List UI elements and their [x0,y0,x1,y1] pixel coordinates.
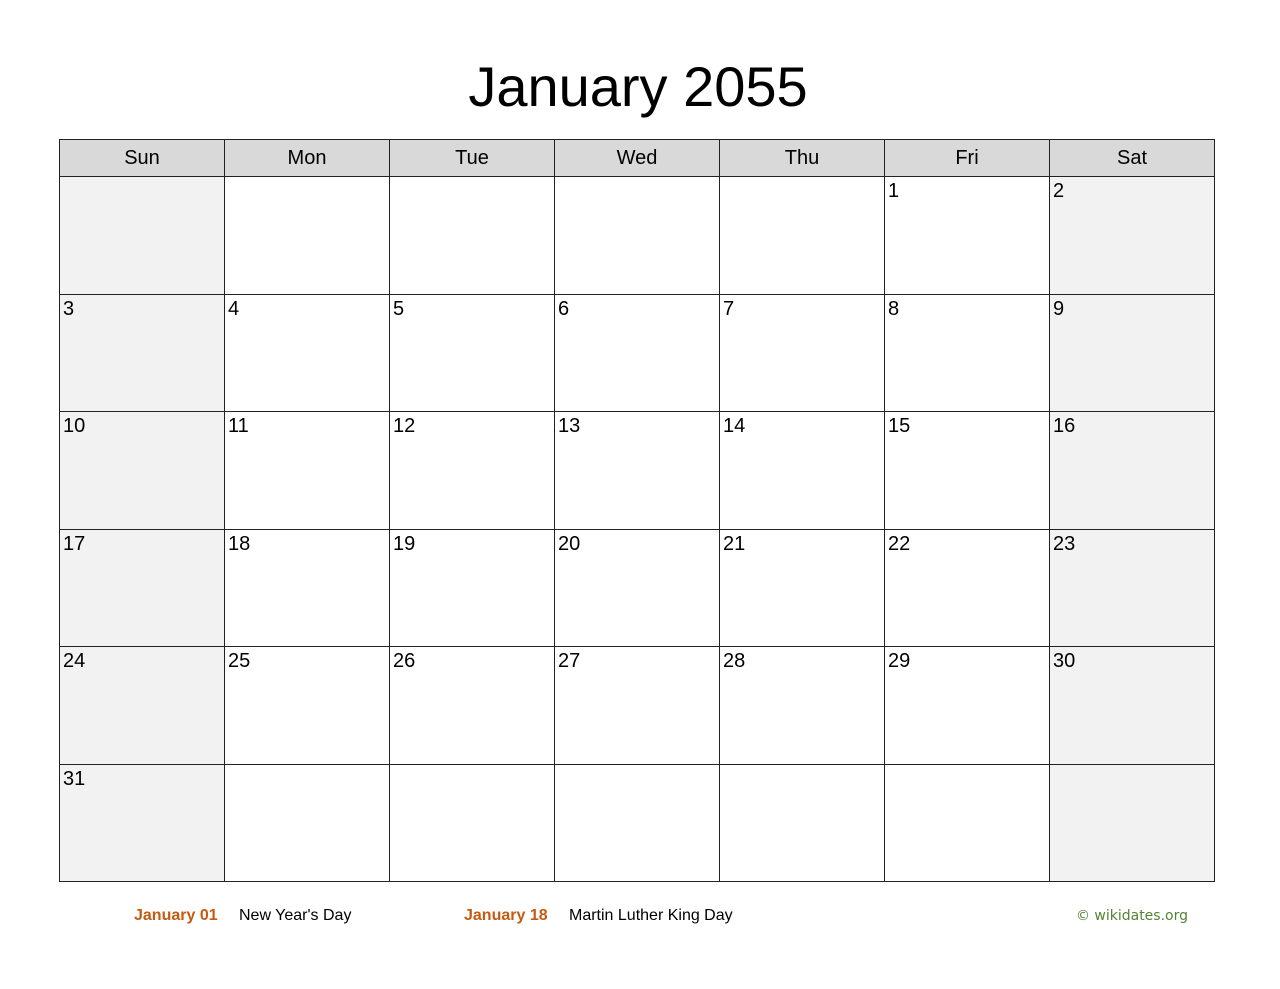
day-number [225,177,389,180]
holiday-name: New Year's Day [239,907,352,924]
day-number: 5 [393,297,405,320]
day-cell [555,764,720,882]
day-cell [885,412,1050,530]
day-number: 30 [1053,650,1076,672]
day-cell [60,647,225,765]
day-number: 31 [63,767,86,790]
day-number: 14 [723,415,746,437]
day-cell [1050,294,1215,412]
holiday-footer [0,904,1280,928]
week-row [60,764,1215,882]
day-cell [555,177,720,295]
holiday-name: Martin Luther King Day [569,907,733,924]
day-cell [720,647,885,765]
day-number [1050,765,1214,768]
day-number: 24 [63,650,86,672]
credit-link[interactable]: © wikidates.org [1075,908,1188,924]
day-number: 28 [723,650,746,672]
weekday-header-sun: Sun [60,140,225,177]
day-cell [60,412,225,530]
day-number [390,765,554,768]
day-number: 11 [228,415,249,437]
day-cell [390,177,555,295]
holiday-date: January 18 [464,907,548,924]
day-cell [720,529,885,647]
day-number: 4 [228,297,240,320]
day-cell [885,177,1050,295]
day-number [720,177,884,180]
day-cell [885,647,1050,765]
day-number: 13 [558,415,581,437]
day-cell [885,294,1050,412]
weekday-header-mon: Mon [225,140,390,177]
day-cell [390,764,555,882]
day-cell [885,529,1050,647]
day-cell [555,529,720,647]
weekday-header-wed: Wed [555,140,720,177]
holiday-date: January 01 [134,907,218,924]
day-number: 22 [888,532,911,555]
day-number: 15 [888,415,911,437]
weekday-header-fri: Fri [885,140,1050,177]
day-cell [390,647,555,765]
weekday-header-sat: Sat [1050,140,1215,177]
day-number: 25 [228,650,251,672]
day-cell [1050,177,1215,295]
day-cell [1050,647,1215,765]
day-number: 19 [393,532,416,555]
day-number: 27 [558,650,581,672]
day-cell [225,529,390,647]
day-cell [1050,412,1215,530]
day-cell [225,294,390,412]
day-number [60,177,224,180]
day-number: 6 [558,297,570,320]
day-cell [555,412,720,530]
week-row [60,647,1215,765]
day-number: 16 [1053,415,1076,437]
weekday-header-thu: Thu [720,140,885,177]
day-number [720,765,884,768]
day-number: 2 [1053,180,1065,202]
day-cell [720,294,885,412]
day-cell [720,177,885,295]
day-number [885,765,1049,768]
day-cell [60,764,225,882]
day-cell [60,294,225,412]
calendar-grid [59,139,1215,882]
day-number: 10 [63,415,86,437]
day-number: 29 [888,650,911,672]
day-cell [225,412,390,530]
day-cell [390,294,555,412]
week-row [60,412,1215,530]
day-number [225,765,389,768]
day-cell [720,412,885,530]
day-cell [720,764,885,882]
weekday-header-tue: Tue [390,140,555,177]
day-cell [1050,529,1215,647]
day-number: 21 [723,532,746,555]
week-row [60,177,1215,295]
day-number: 3 [63,297,75,320]
day-number: 9 [1053,297,1065,320]
day-cell [60,177,225,295]
day-cell [60,529,225,647]
day-number: 26 [393,650,416,672]
weekday-header-row [60,140,1215,177]
day-cell [555,647,720,765]
day-number [555,765,719,768]
day-cell [390,529,555,647]
day-cell [225,647,390,765]
day-cell [555,294,720,412]
week-row [60,529,1215,647]
day-number: 12 [393,415,416,437]
day-cell [225,764,390,882]
day-number: 17 [63,532,86,555]
day-cell [885,764,1050,882]
day-cell [390,412,555,530]
day-number: 20 [558,532,581,555]
day-cell [1050,764,1215,882]
day-cell [225,177,390,295]
day-number [555,177,719,180]
week-row [60,294,1215,412]
day-number: 8 [888,297,900,320]
day-number: 18 [228,532,251,555]
day-number [390,177,554,180]
day-number: 7 [723,297,735,320]
calendar-title: January 2055 [468,55,808,118]
day-number: 23 [1053,532,1076,555]
day-number: 1 [888,180,900,202]
